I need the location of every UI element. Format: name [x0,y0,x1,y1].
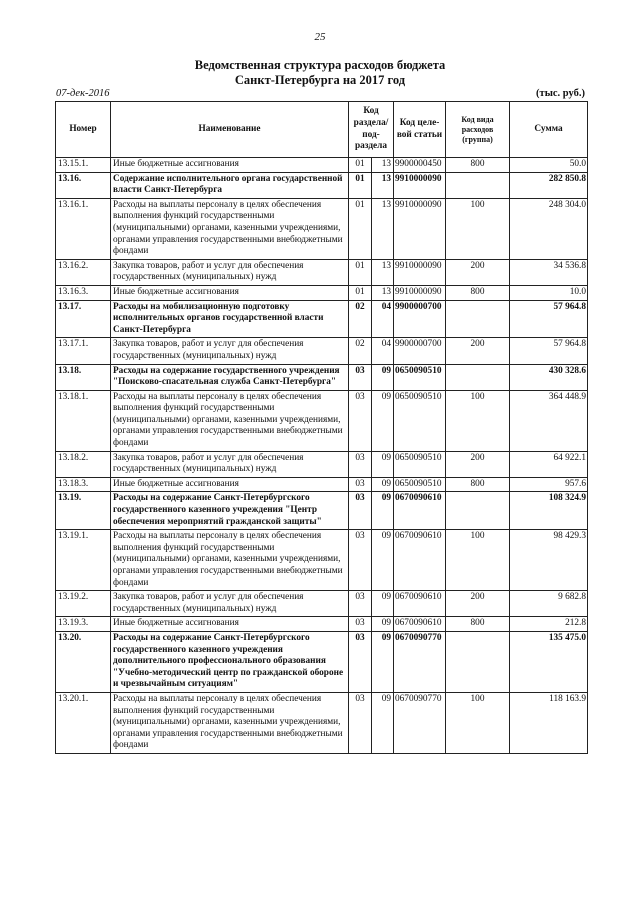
row-section: 01 [349,198,372,259]
row-name: Закупка товаров, работ и услуг для обеспечения государственных (муниципальных) нужд [111,338,349,364]
row-number: 13.16. [56,172,111,198]
row-subsection: 09 [372,451,394,477]
row-number: 13.20. [56,631,111,692]
row-subsection: 13 [372,259,394,285]
row-name: Иные бюджетные ассигнования [111,285,349,300]
row-subsection: 13 [372,158,394,173]
row-kind: 800 [446,158,510,173]
row-article: 0670090610 [394,591,446,617]
row-number: 13.18. [56,364,111,390]
row-article: 9910000090 [394,198,446,259]
row-name: Иные бюджетные ассигнования [111,477,349,492]
row-kind: 100 [446,198,510,259]
row-name: Содержание исполнительного органа государственной власти Санкт-Петербурга [111,172,349,198]
row-number: 13.17. [56,300,111,338]
row-number: 13.18.1. [56,390,111,451]
table-row [56,158,588,173]
document-title [0,58,640,88]
row-sum: 57 964.8 [510,338,588,364]
row-sum: 135 475.0 [510,631,588,692]
row-subsection: 09 [372,692,394,753]
row-sum: 282 850.8 [510,172,588,198]
row-subsection: 09 [372,631,394,692]
row-subsection: 13 [372,172,394,198]
row-kind [446,492,510,530]
table-header-row [56,102,588,158]
row-sum: 10.0 [510,285,588,300]
row-sum: 9 682.8 [510,591,588,617]
table-row [56,530,588,591]
row-section: 03 [349,692,372,753]
row-name: Закупка товаров, работ и услуг для обеспечения государственных (муниципальных) нужд [111,591,349,617]
table-row [56,285,588,300]
row-sum: 212.8 [510,617,588,632]
table-row [56,198,588,259]
row-article: 0670090770 [394,692,446,753]
header-name: Наименование [111,102,349,158]
budget-table [55,101,588,754]
table-row [56,617,588,632]
row-kind [446,364,510,390]
row-subsection: 09 [372,617,394,632]
row-article: 0650090510 [394,477,446,492]
row-number: 13.19.3. [56,617,111,632]
row-sum: 118 163.9 [510,692,588,753]
row-number: 13.16.1. [56,198,111,259]
row-section: 02 [349,338,372,364]
row-kind: 200 [446,451,510,477]
row-subsection: 13 [372,285,394,300]
row-number: 13.16.3. [56,285,111,300]
table-row [56,338,588,364]
table-row [56,364,588,390]
row-number: 13.15.1. [56,158,111,173]
row-number: 13.20.1. [56,692,111,753]
row-subsection: 09 [372,364,394,390]
document-date: 07-дек-2016 [56,88,110,99]
row-kind: 100 [446,390,510,451]
row-sum: 108 324.9 [510,492,588,530]
row-sum: 957.6 [510,477,588,492]
row-number: 13.19.1. [56,530,111,591]
row-subsection: 13 [372,198,394,259]
row-kind: 200 [446,338,510,364]
table-row [56,591,588,617]
row-name: Расходы на выплаты персоналу в целях обеспечения выполнения функций государственными (муниципальными) органами, казенными учреждениями, органами управления государственными внебюджетными фондами [111,390,349,451]
row-article: 0650090510 [394,364,446,390]
row-subsection: 09 [372,477,394,492]
row-sum: 57 964.8 [510,300,588,338]
table-row [56,492,588,530]
row-name: Расходы на выплаты персоналу в целях обеспечения выполнения функций государственными (муниципальными) органами, казенными учреждениями, органами управления государственными внебюджетными фондами [111,692,349,753]
row-article: 9910000090 [394,259,446,285]
row-name: Расходы на содержание Санкт-Петербургского государственного казенного учреждения "Центр обеспечения мероприятий гражданской защиты" [111,492,349,530]
row-sum: 248 304.0 [510,198,588,259]
row-kind: 100 [446,692,510,753]
row-section: 02 [349,300,372,338]
row-subsection: 09 [372,390,394,451]
row-number: 13.17.1. [56,338,111,364]
row-sum: 34 536.8 [510,259,588,285]
row-article: 0650090510 [394,451,446,477]
row-name: Закупка товаров, работ и услуг для обеспечения государственных (муниципальных) нужд [111,451,349,477]
row-section: 03 [349,451,372,477]
table-row [56,300,588,338]
header-article: Код целе- вой статьи [394,102,446,158]
row-number: 13.19. [56,492,111,530]
row-number: 13.18.3. [56,477,111,492]
row-section: 03 [349,364,372,390]
row-name: Закупка товаров, работ и услуг для обеспечения государственных (муниципальных) нужд [111,259,349,285]
row-name: Расходы на содержание государственного учреждения "Поисково-спасательная служба Санкт-Петербурга" [111,364,349,390]
row-section: 03 [349,390,372,451]
row-article: 0650090510 [394,390,446,451]
row-article: 9900000700 [394,338,446,364]
row-section: 01 [349,285,372,300]
row-kind [446,631,510,692]
row-name: Расходы на выплаты персоналу в целях обеспечения выполнения функций государственными (муниципальными) органами, казенными учреждениями, органами управления государственными внебюджетными фондами [111,530,349,591]
row-sum: 50.0 [510,158,588,173]
row-kind: 800 [446,617,510,632]
units-label: (тыс. руб.) [536,88,585,99]
table-row [56,259,588,285]
row-article: 9910000090 [394,172,446,198]
row-sum: 64 922.1 [510,451,588,477]
row-section: 03 [349,617,372,632]
row-article: 9900000450 [394,158,446,173]
title-line-2: Санкт-Петербурга на 2017 год [234,73,406,87]
row-sum: 430 328.6 [510,364,588,390]
row-article: 9900000700 [394,300,446,338]
row-subsection: 04 [372,300,394,338]
row-section: 03 [349,492,372,530]
row-article: 0670090610 [394,492,446,530]
row-section: 03 [349,477,372,492]
row-name: Расходы на мобилизационную подготовку исполнительных органов государственной власти Санкт-Петербурга [111,300,349,338]
row-section: 03 [349,530,372,591]
table-row [56,477,588,492]
row-name: Расходы на содержание Санкт-Петербургского государственного казенного учреждения дополнительного профессионального образования "Учебно-методический центр по гражданской обороне и чрезвычайным ситуациям" [111,631,349,692]
row-kind: 800 [446,285,510,300]
row-kind: 800 [446,477,510,492]
title-line-1: Ведомственная структура расходов бюджета [194,58,446,72]
row-subsection: 09 [372,530,394,591]
row-section: 03 [349,591,372,617]
table-row [56,451,588,477]
row-section: 01 [349,158,372,173]
table-body [56,158,588,754]
header-number: Номер [56,102,111,158]
table-row [56,390,588,451]
table-row [56,631,588,692]
row-kind [446,172,510,198]
header-section: Код раздела/ под- раздела [349,102,394,158]
row-kind: 200 [446,591,510,617]
row-subsection: 09 [372,492,394,530]
row-kind: 100 [446,530,510,591]
row-name: Иные бюджетные ассигнования [111,158,349,173]
row-sum: 364 448.9 [510,390,588,451]
table-row [56,172,588,198]
page-number: 25 [314,31,326,43]
row-sum: 98 429.3 [510,530,588,591]
row-section: 03 [349,631,372,692]
row-name: Иные бюджетные ассигнования [111,617,349,632]
row-kind [446,300,510,338]
header-sum: Сумма [510,102,588,158]
row-article: 0670090770 [394,631,446,692]
row-number: 13.18.2. [56,451,111,477]
header-kind: Код вида расходов (группа) [446,102,510,158]
row-subsection: 09 [372,591,394,617]
row-article: 0670090610 [394,617,446,632]
row-name: Расходы на выплаты персоналу в целях обеспечения выполнения функций государственными (муниципальными) органами, казенными учреждениями, органами управления государственными внебюджетными фондами [111,198,349,259]
row-section: 01 [349,172,372,198]
row-section: 01 [349,259,372,285]
row-kind: 200 [446,259,510,285]
row-article: 9910000090 [394,285,446,300]
row-number: 13.16.2. [56,259,111,285]
table-row [56,692,588,753]
row-subsection: 04 [372,338,394,364]
row-number: 13.19.2. [56,591,111,617]
row-article: 0670090610 [394,530,446,591]
